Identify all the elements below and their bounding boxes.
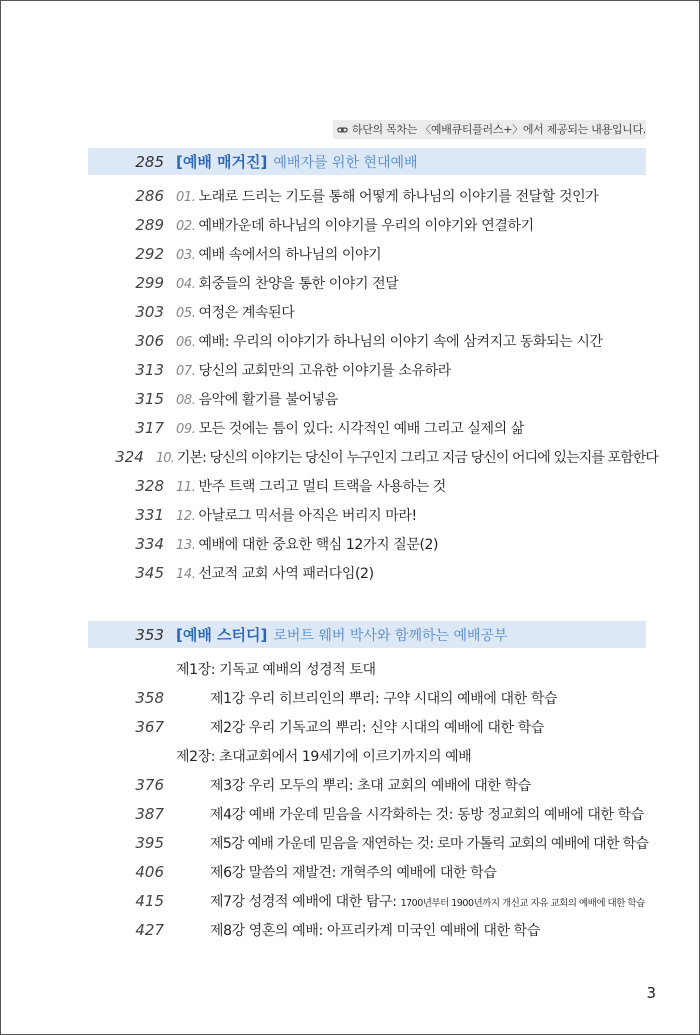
toc-page-number: 427 — [135, 921, 164, 939]
toc-entry-title: 예배에 대한 중요한 핵심 12가지 질문(2) — [198, 537, 439, 553]
page-number: 3 — [646, 984, 656, 1002]
toc-entry — [176, 244, 381, 264]
toc-page-number: 367 — [135, 718, 164, 736]
toc-entry-number: 04. — [176, 277, 196, 292]
toc-row[interactable] — [88, 359, 658, 381]
toc-page-number: 358 — [135, 689, 164, 707]
toc-row[interactable] — [88, 716, 658, 738]
toc-entry — [176, 331, 603, 351]
toc-page-number: 328 — [135, 477, 164, 495]
toc-row[interactable] — [88, 388, 658, 410]
toc-entry — [176, 476, 446, 496]
toc-page-number: 289 — [135, 216, 164, 234]
toc-entry — [176, 418, 524, 438]
toc-page-number: 406 — [135, 863, 164, 881]
source-note — [333, 120, 646, 139]
toc-lesson-title: 제4강 예배 가운데 믿음을 시각화하는 것: 동방 정교회의 예배에 대한 학습 — [210, 807, 644, 823]
toc-entry-number: 03. — [176, 248, 196, 263]
toc-lesson-main: 제7강 성경적 예배에 대한 탐구: — [210, 894, 397, 910]
toc-page-number: 306 — [135, 332, 164, 350]
toc-page-number: 334 — [135, 535, 164, 553]
toc-entry-title: 당신의 교회만의 고유한 이야기를 소유하라 — [198, 363, 451, 379]
toc-row[interactable] — [88, 774, 658, 796]
toc-row[interactable] — [88, 272, 658, 294]
toc-page-number: 331 — [135, 506, 164, 524]
toc-entry-title: 회중들의 찬양을 통한 이야기 전달 — [198, 276, 399, 292]
section-title: [예배 매거진] — [176, 153, 268, 171]
toc-entry-number: 02. — [176, 219, 196, 234]
toc-row[interactable] — [88, 301, 658, 323]
toc-entry-title: 아날로그 믹서를 아직은 버리지 마라! — [198, 508, 417, 524]
toc-row[interactable] — [88, 330, 658, 352]
toc-row[interactable] — [88, 185, 658, 207]
toc-lesson-title: 제2강 우리 기독교의 뿌리: 신약 시대의 예배에 대한 학습 — [210, 720, 544, 736]
toc-entry-number: 12. — [176, 509, 196, 524]
toc-entry — [176, 302, 294, 322]
toc-entry-title: 반주 트랙 그리고 멀티 트랙을 사용하는 것 — [198, 479, 446, 495]
toc-entry-number: 14. — [176, 567, 196, 582]
link-icon — [337, 123, 348, 137]
section-header-magazine — [88, 148, 646, 175]
toc-entry-title: 예배가운데 하나님의 이야기를 우리의 이야기와 연결하기 — [198, 218, 534, 234]
toc-entry-number: 09. — [176, 422, 196, 437]
toc-row[interactable] — [88, 890, 658, 912]
toc-entry-number: 13. — [176, 538, 196, 553]
toc-entry-title: 모든 것에는 틈이 있다: 시각적인 예배 그리고 실제의 삶 — [198, 421, 524, 437]
toc-entry-title: 선교적 교회 사역 패러다임(2) — [198, 566, 374, 582]
toc-page-number: 324 — [115, 448, 144, 466]
toc-row[interactable] — [88, 417, 658, 439]
toc-row[interactable] — [88, 803, 658, 825]
toc-row[interactable] — [88, 214, 658, 236]
toc-page-number: 387 — [135, 805, 164, 823]
toc-row[interactable] — [88, 562, 658, 584]
toc-page-number: 286 — [135, 187, 164, 205]
toc-lesson-title — [210, 891, 645, 911]
toc-entry-title: 예배: 우리의 이야기가 하나님의 이야기 속에 삼켜지고 동화되는 시간 — [198, 334, 603, 350]
chapter-heading: 제2장: 초대교회에서 19세기에 이르기까지의 예배 — [176, 749, 472, 765]
section-header-study — [88, 621, 646, 648]
section-subtitle: 로버트 웨버 박사와 함께하는 예배공부 — [273, 627, 508, 644]
toc-lesson-title: 제3강 우리 모두의 뿌리: 초대 교회의 예배에 대한 학습 — [210, 778, 531, 794]
toc-entry — [176, 505, 417, 525]
toc-entry-number: 07. — [176, 364, 196, 379]
source-note-text: 하단의 목차는 〈예배큐티플러스+〉에서 제공되는 내용입니다. — [351, 123, 646, 136]
toc-page-number: 299 — [135, 274, 164, 292]
toc-page-number: 415 — [135, 892, 164, 910]
toc-entry — [176, 389, 338, 409]
toc-row[interactable] — [88, 475, 658, 497]
toc-row[interactable] — [88, 919, 658, 941]
toc-entry-title: 기본: 당신의 이야기는 당신이 누구인지 그리고 지금 당신이 어디에 있는지를 포함한다 — [176, 450, 658, 466]
toc-row[interactable] — [88, 504, 658, 526]
toc-lesson-title: 제5강 예배 가운데 믿음을 재연하는 것: 로마 가톨릭 교회의 예배에 대한 학습 — [210, 836, 649, 852]
toc-page-number: 317 — [135, 419, 164, 437]
toc-lesson-subtitle: 1700년부터 1900년까지 개신교 자유 교회의 예배에 대한 학습 — [400, 898, 645, 909]
toc-entry — [176, 186, 598, 206]
toc-page-number: 345 — [135, 564, 164, 582]
toc-entry — [176, 360, 451, 380]
toc-lesson-title: 제1강 우리 히브리인의 뿌리: 구약 시대의 예배에 대한 학습 — [210, 691, 558, 707]
toc-entry-number: 08. — [176, 393, 196, 408]
toc-entry-number: 06. — [176, 335, 196, 350]
toc-page-number: 376 — [135, 776, 164, 794]
toc-lesson-title: 제8강 영혼의 예배: 아프리카계 미국인 예배에 대한 학습 — [210, 923, 540, 939]
toc-entry — [156, 447, 658, 467]
section-page-number: 353 — [135, 625, 164, 644]
toc-entry-number: 05. — [176, 306, 196, 321]
toc-entry-number: 11. — [176, 480, 196, 495]
toc-entry — [176, 273, 398, 293]
section-subtitle: 예배자를 위한 현대예배 — [273, 154, 418, 171]
toc-page-number: 395 — [135, 834, 164, 852]
toc-row[interactable] — [88, 446, 658, 468]
toc-row[interactable] — [88, 861, 658, 883]
toc-row[interactable] — [88, 243, 658, 265]
chapter-heading: 제1장: 기독교 예배의 성경적 토대 — [176, 662, 376, 678]
toc-row[interactable] — [88, 687, 658, 709]
toc-page-number: 315 — [135, 390, 164, 408]
toc-page-number: 313 — [135, 361, 164, 379]
toc-entry-title: 노래로 드리는 기도를 통해 어떻게 하나님의 이야기를 전달할 것인가 — [198, 189, 599, 205]
toc-entry — [176, 563, 374, 583]
toc-page-number: 303 — [135, 303, 164, 321]
toc-entry-number: 01. — [176, 190, 196, 205]
toc-entry-number: 10. — [155, 451, 174, 466]
toc-row[interactable] — [88, 533, 658, 555]
toc-entry-title: 예배 속에서의 하나님의 이야기 — [198, 247, 382, 263]
section-page-number: 285 — [135, 152, 164, 171]
toc-row[interactable] — [88, 832, 658, 854]
section-title: [예배 스터디] — [176, 626, 268, 644]
toc-entry — [176, 534, 438, 554]
toc-entry — [176, 215, 534, 235]
toc-entry-title: 여정은 계속된다 — [198, 305, 295, 321]
toc-entry-title: 음악에 활기를 불어넣음 — [198, 392, 338, 408]
toc-lesson-title: 제6강 말씀의 재발견: 개혁주의 예배에 대한 학습 — [210, 865, 497, 881]
toc-page-number: 292 — [135, 245, 164, 263]
